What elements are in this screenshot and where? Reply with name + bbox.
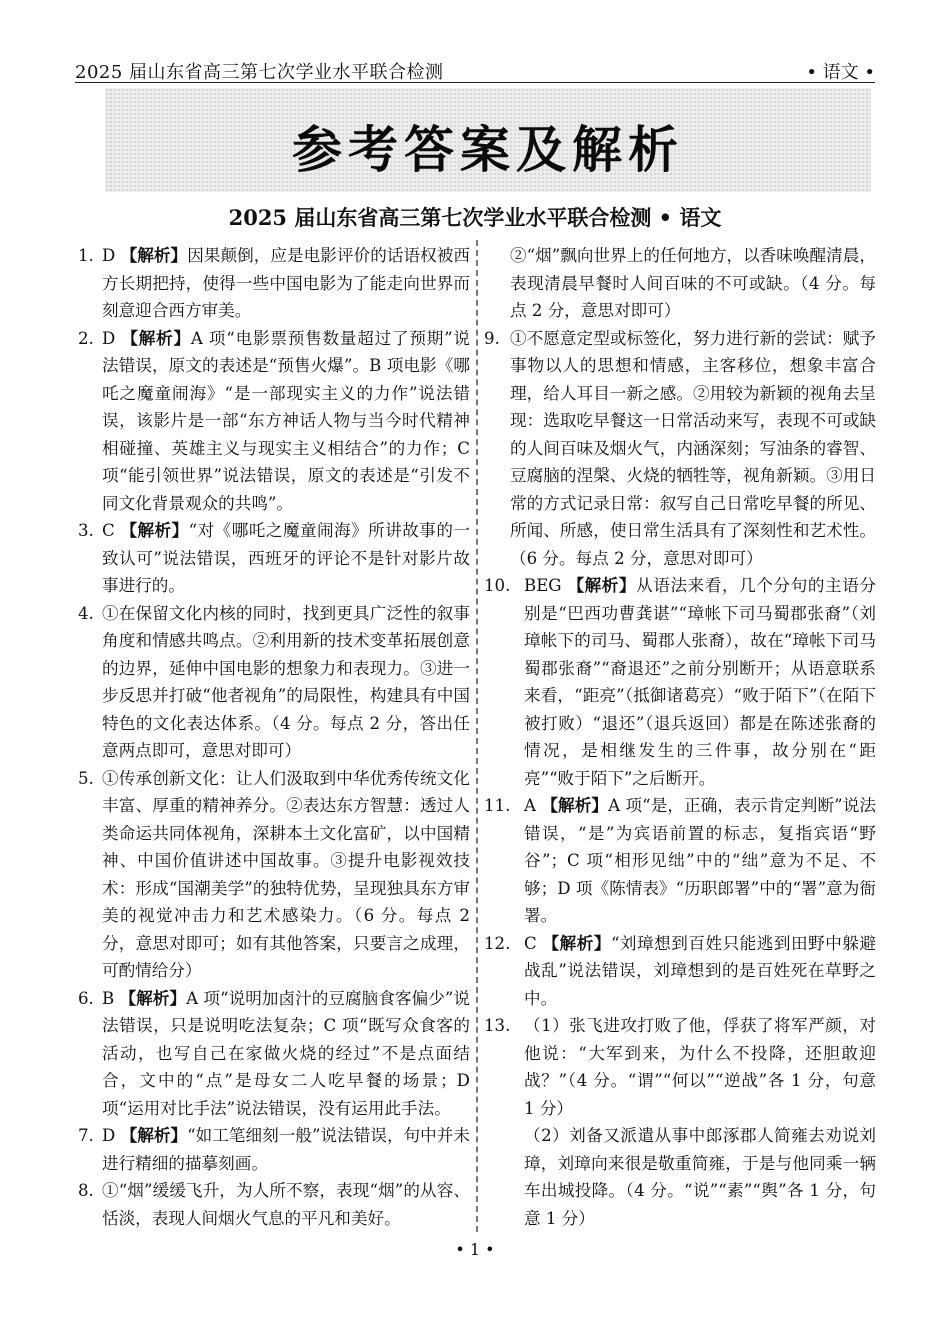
header-exam-title: 2025 届山东省高三第七次学业水平联合检测 bbox=[75, 62, 444, 83]
item-text: A 项“是，正确，表示肯定判断”说法错误，“是”为宾语前置的标志，复指宾语“野谷”；C 项“相形见绌”中的“绌”意为不足、不够；D 项《陈情表》“历职郎署”中的“署”意为衙署。 bbox=[524, 796, 877, 925]
header-rule bbox=[75, 82, 875, 83]
item-answer: A bbox=[524, 796, 536, 815]
item-answer: D bbox=[102, 328, 116, 348]
item-answer: C bbox=[524, 933, 537, 953]
item-number: 7. bbox=[78, 1126, 94, 1145]
item-number: 8. bbox=[78, 1181, 94, 1200]
item-number: 2. bbox=[78, 328, 94, 348]
item-text: ①“烟”缓缓飞升，为人所不察，表现“烟”的从容、恬淡，表现人间烟火气息的平凡和美好。 bbox=[102, 1181, 470, 1228]
answer-item-2 bbox=[78, 325, 470, 518]
answer-item-3 bbox=[78, 517, 470, 600]
answer-item-12 bbox=[484, 930, 876, 1013]
item-analysis-tag: 【解析】 bbox=[121, 327, 191, 348]
item-text: “对《哪吒之魔童闹海》所讲故事的一致认可”说法错误，西班牙的评论不是针对影片故事进行的。 bbox=[102, 521, 471, 595]
item-text: 因果颠倒，应是电影评价的话语权被西方长期把持，使得一些中国电影为了能走向世界而刻意迎合西方审美。 bbox=[102, 246, 471, 320]
left-column bbox=[78, 242, 470, 1232]
item-analysis-tag: 【解析】 bbox=[120, 245, 188, 265]
title-banner bbox=[105, 88, 871, 192]
item-text: ①在保留文化内核的同时，找到更具广泛性的叙事角度和情感共鸣点。②利用新的技术变革拓展创意的边界，延伸中国电影的想象力和表现力。③进一步反思并打破“他者视角”的局限性，构建具有中国特色的文化表达体系。（4 分。每点 2 分，答出任意两点即可，意思对即可） bbox=[102, 603, 470, 760]
answer-item-9 bbox=[484, 325, 876, 573]
column-divider bbox=[476, 240, 478, 1232]
item-number: 12. bbox=[484, 933, 511, 953]
item-answer: B bbox=[102, 988, 115, 1008]
item-number: 10. bbox=[484, 576, 511, 595]
item-analysis-tag: 【解析】 bbox=[542, 932, 611, 953]
item-analysis-tag: 【解析】 bbox=[120, 1125, 188, 1145]
banner-title: 参考答案及解析 bbox=[292, 121, 684, 179]
page-header bbox=[75, 52, 875, 82]
item-number: 1. bbox=[78, 246, 94, 265]
right-column bbox=[484, 242, 876, 1232]
page-number: • 1 • bbox=[455, 1240, 495, 1259]
item-text-part-1: （1）张飞进攻打败了他，俘获了将军严颜，对他说：“大军到来，为什么不投降，还胆敢迎战？”（4 分。“谓”“何以”“逆战”各 1 分，句意 1 分） bbox=[524, 1016, 876, 1118]
item-text: ②“烟”飘向世界上的任何地方，以香味唤醒清晨，表现清晨早餐时人间百味的不可或缺。（4 分。每点 2 分，意思对即可） bbox=[510, 246, 876, 320]
item-answer: D bbox=[102, 1126, 116, 1145]
header-subject: • 语文 • bbox=[806, 62, 875, 83]
item-number: 13. bbox=[484, 1016, 511, 1035]
item-number: 6. bbox=[78, 988, 94, 1008]
answer-item-5 bbox=[78, 765, 470, 985]
answer-item-11 bbox=[484, 792, 876, 930]
item-text: A 项“电影票预售数量超过了预期”说法错误，原文的表述是“预售火爆”。B 项电影《哪吒之魔童闹海》“是一部现实主义的力作”说法错误，该影片是一部“东方神话人物与当今时代精神相碰撞、英雄主义与现实主义相结合”的力作；C 项“能引领世界”说法错误，原文的表述是“引发不同文化背景观众的共鸣”。 bbox=[102, 328, 470, 513]
item-analysis-tag: 【解析】 bbox=[120, 520, 189, 540]
item-analysis-tag: 【解析】 bbox=[119, 987, 187, 1008]
answer-item-13 bbox=[484, 1012, 876, 1232]
item-number: 11. bbox=[484, 796, 511, 815]
item-analysis-tag: 【解析】 bbox=[567, 575, 637, 595]
answer-item-10 bbox=[484, 572, 876, 792]
item-text: ①传承创新文化：让人们汲取到中华优秀传统文化丰富、厚重的精神养分。②表达东方智慧：透过人类命运共同体视角，深耕本土文化富矿，以中国精神、中国价值讲述中国故事。③提升电影视效技术：形成“国潮美学”的独特优势，呈现独具东方审美的视觉冲击力和艺术感染力。（6 分。每点 2 分，意思对即可；如有其他答案，只要言之成理，可酌情给分） bbox=[102, 768, 470, 980]
answer-item-4 bbox=[78, 600, 470, 765]
item-answer: BEG bbox=[524, 576, 562, 595]
item-number: 4. bbox=[78, 603, 94, 623]
answer-item-8-continued bbox=[484, 242, 876, 325]
item-text-part-2: （2）刘备又派遣从事中郎涿郡人简雍去劝说刘璋，刘璋向来很是敬重简雍，于是与他同乘一辆车出城投降。（4 分。“说”“素”“舆”各 1 分，句意 1 分） bbox=[524, 1126, 876, 1228]
item-text: A 项“说明加卤汁的豆腐脑食客偏少”说法错误，只是说明吃法复杂；C 项“既写众食客的活动，也写自己在家做火烧的经过”不是点面结合，文中的“点”是母女二人吃早餐的场景；D 项“运用对比手法”说法错误，没有运用此手法。 bbox=[102, 988, 470, 1118]
item-analysis-tag: 【解析】 bbox=[541, 795, 609, 815]
item-text: ①不愿意定型或标签化，努力进行新的尝试：赋予事物以人的思想和情感，主客移位，想象丰富合理，给人耳目一新之感。②用较为新颖的视角去呈现：选取吃早餐这一日常活动来写，表现不可或缺的人间百味及烟火气，内涵深刻；写油条的睿智、豆腐脑的涅槃、火烧的牺牲等，视角新颖。③用日常的方式记录日常：叙写自己日常吃早餐的所见、所闻、所感，使日常生活具有了深刻性和艺术性。（6 分。每点 2 分，意思对即可） bbox=[510, 328, 876, 568]
document-subtitle: 2025 届山东省高三第七次学业水平联合检测 • 语文 bbox=[228, 205, 722, 230]
item-number: 9. bbox=[484, 328, 500, 348]
item-number: 5. bbox=[78, 768, 94, 788]
item-text: 从语法来看，几个分句的主语分别是“巴西功曹龚谌”“璋帐下司马蜀郡张裔”（刘璋帐下的司马、蜀郡人张裔），故在“璋帐下司马蜀郡张裔”“裔退还”之前分别断开；从语意联系来看，“距亮”（抵御诸葛亮）“败于陌下”（在陌下被打败）“退还”（退兵返回）都是在陈述张裔的情况，是相继发生的三件事，故分别在“距亮”“败于陌下”之后断开。 bbox=[524, 576, 877, 788]
item-answer: D bbox=[102, 246, 116, 265]
item-answer: C bbox=[102, 521, 115, 540]
item-number: 3. bbox=[78, 521, 94, 540]
item-text: “如工笔细刻一般”说法错误，句中并未进行精细的描摹刻画。 bbox=[102, 1126, 471, 1173]
answer-item-1 bbox=[78, 242, 470, 325]
answer-item-6 bbox=[78, 985, 470, 1123]
item-text: “刘璋想到百姓只能逃到田野中躲避战乱”说法错误，刘璋想到的是百姓死在草野之中。 bbox=[524, 933, 877, 1008]
answer-item-7 bbox=[78, 1122, 470, 1177]
answer-item-8 bbox=[78, 1177, 470, 1232]
